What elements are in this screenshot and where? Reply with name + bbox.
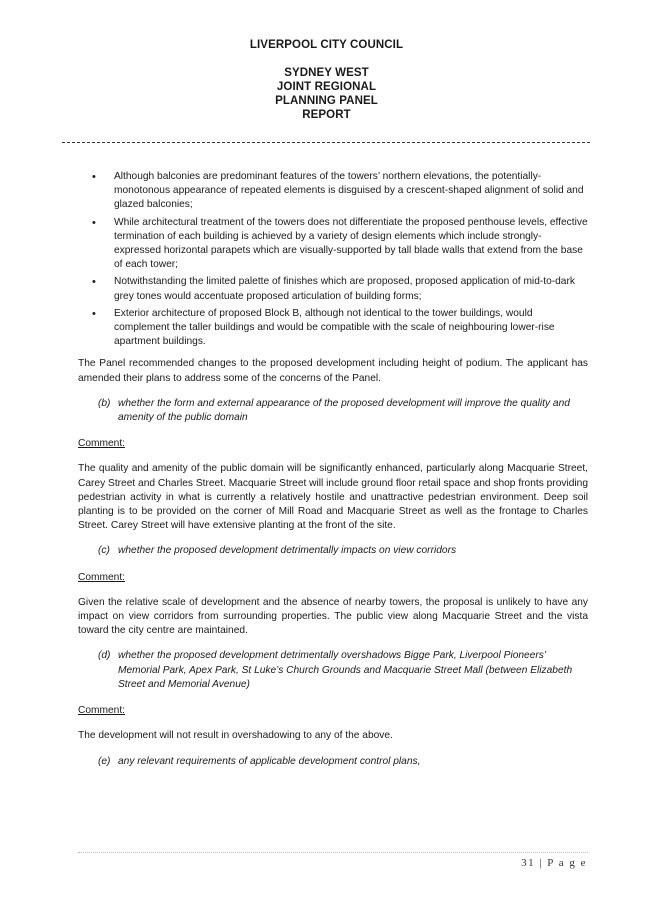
criterion-label: (b) xyxy=(98,397,111,409)
comment-text-c: Given the relative scale of development and the absence of nearby towers, the proposal is unlikely to have any impact on view corridors from surrounding properties. The public view along Macquarie Street and the vista toward the city centre are maintained. xyxy=(78,596,588,637)
criterion-c xyxy=(78,544,588,558)
header-divider xyxy=(62,142,590,143)
criterion-text: whether the proposed development detrimentally overshadows Bigge Park, Liverpool Pioneers’ Memorial Park, Apex Park, St Luke’s Church Grounds and Macquarie Street Mall (between Elizabeth Street and Memorial Avenue) xyxy=(118,650,573,690)
list-item: • Although balconies are predominant features of the towers’ northern elevations, the potentially-monotonous appearance of repeated elements is disguised by a crescent-shaped alignment of solid and glazed balconies; xyxy=(114,170,588,213)
criterion-label: (e) xyxy=(98,755,111,767)
criterion-label: (d) xyxy=(98,650,111,662)
criterion-e xyxy=(78,755,588,769)
panel-title-line-2: JOINT REGIONAL xyxy=(276,81,377,93)
list-item: • Notwithstanding the limited palette of finishes which are proposed, proposed application of mid-to-dark grey tones would accentuate proposed articulation of building forms; xyxy=(114,275,588,303)
panel-title-line-1: SYDNEY WEST xyxy=(284,67,369,79)
panel-recommendation-paragraph: The Panel recommended changes to the proposed development including height of podium. The applicant has amended their plans to address some of the concerns of the Panel. xyxy=(78,358,588,384)
report-body xyxy=(78,170,588,769)
comment-heading: Comment: xyxy=(78,571,125,583)
criterion-text: any relevant requirements of applicable development control plans, xyxy=(118,755,421,767)
comment-text-d: The development will not result in overshadowing to any of the above. xyxy=(78,730,393,742)
criterion-b xyxy=(78,397,588,425)
comment-heading: Comment: xyxy=(78,705,125,717)
design-bullet-list xyxy=(78,170,588,349)
criterion-text: whether the proposed development detrimentally impacts on view corridors xyxy=(118,545,457,557)
criterion-label: (c) xyxy=(98,545,110,557)
page-footer xyxy=(521,857,587,869)
comment-heading: Comment: xyxy=(78,438,125,450)
comment-text-b: The quality and amenity of the public domain will be significantly enhanced, particularly along Macquarie Street, Carey Street and Charles Street. Macquarie Street will include ground floor retail space and shop fronts providing pedestrian activity in what is currently a relatively hostile and unattractive pedestrian environment. Deep soil planting is to be provided on the corner of Mill Road and Macquarie Street as well as the frontage to Charles Street. Carey Street will have extensive planting at the front of the site. xyxy=(78,463,588,532)
page-label: | P a g e xyxy=(539,857,587,869)
list-item: • While architectural treatment of the towers does not differentiate the proposed penthouse levels, effective termination of each building is achieved by a variety of design elements which include strongly-expressed horizontal parapets which are visually-supported by tall blade walls that extend from the base of each tower; xyxy=(114,216,588,273)
report-header xyxy=(0,38,653,122)
council-name: LIVERPOOL CITY COUNCIL xyxy=(249,39,404,51)
page-number: 31 xyxy=(521,857,536,869)
footer-divider xyxy=(78,852,588,853)
panel-title-line-4: REPORT xyxy=(302,109,351,121)
list-item: • Exterior architecture of proposed Block B, although not identical to the tower buildings, would complement the taller buildings and would be compatible with the scale of neighbouring lower-rise apartment buildings. xyxy=(114,307,588,350)
criterion-d xyxy=(78,649,588,692)
criterion-text: whether the form and external appearance of the proposed development will improve the quality and amenity of the public domain xyxy=(118,397,570,424)
panel-title-line-3: PLANNING PANEL xyxy=(275,95,378,107)
